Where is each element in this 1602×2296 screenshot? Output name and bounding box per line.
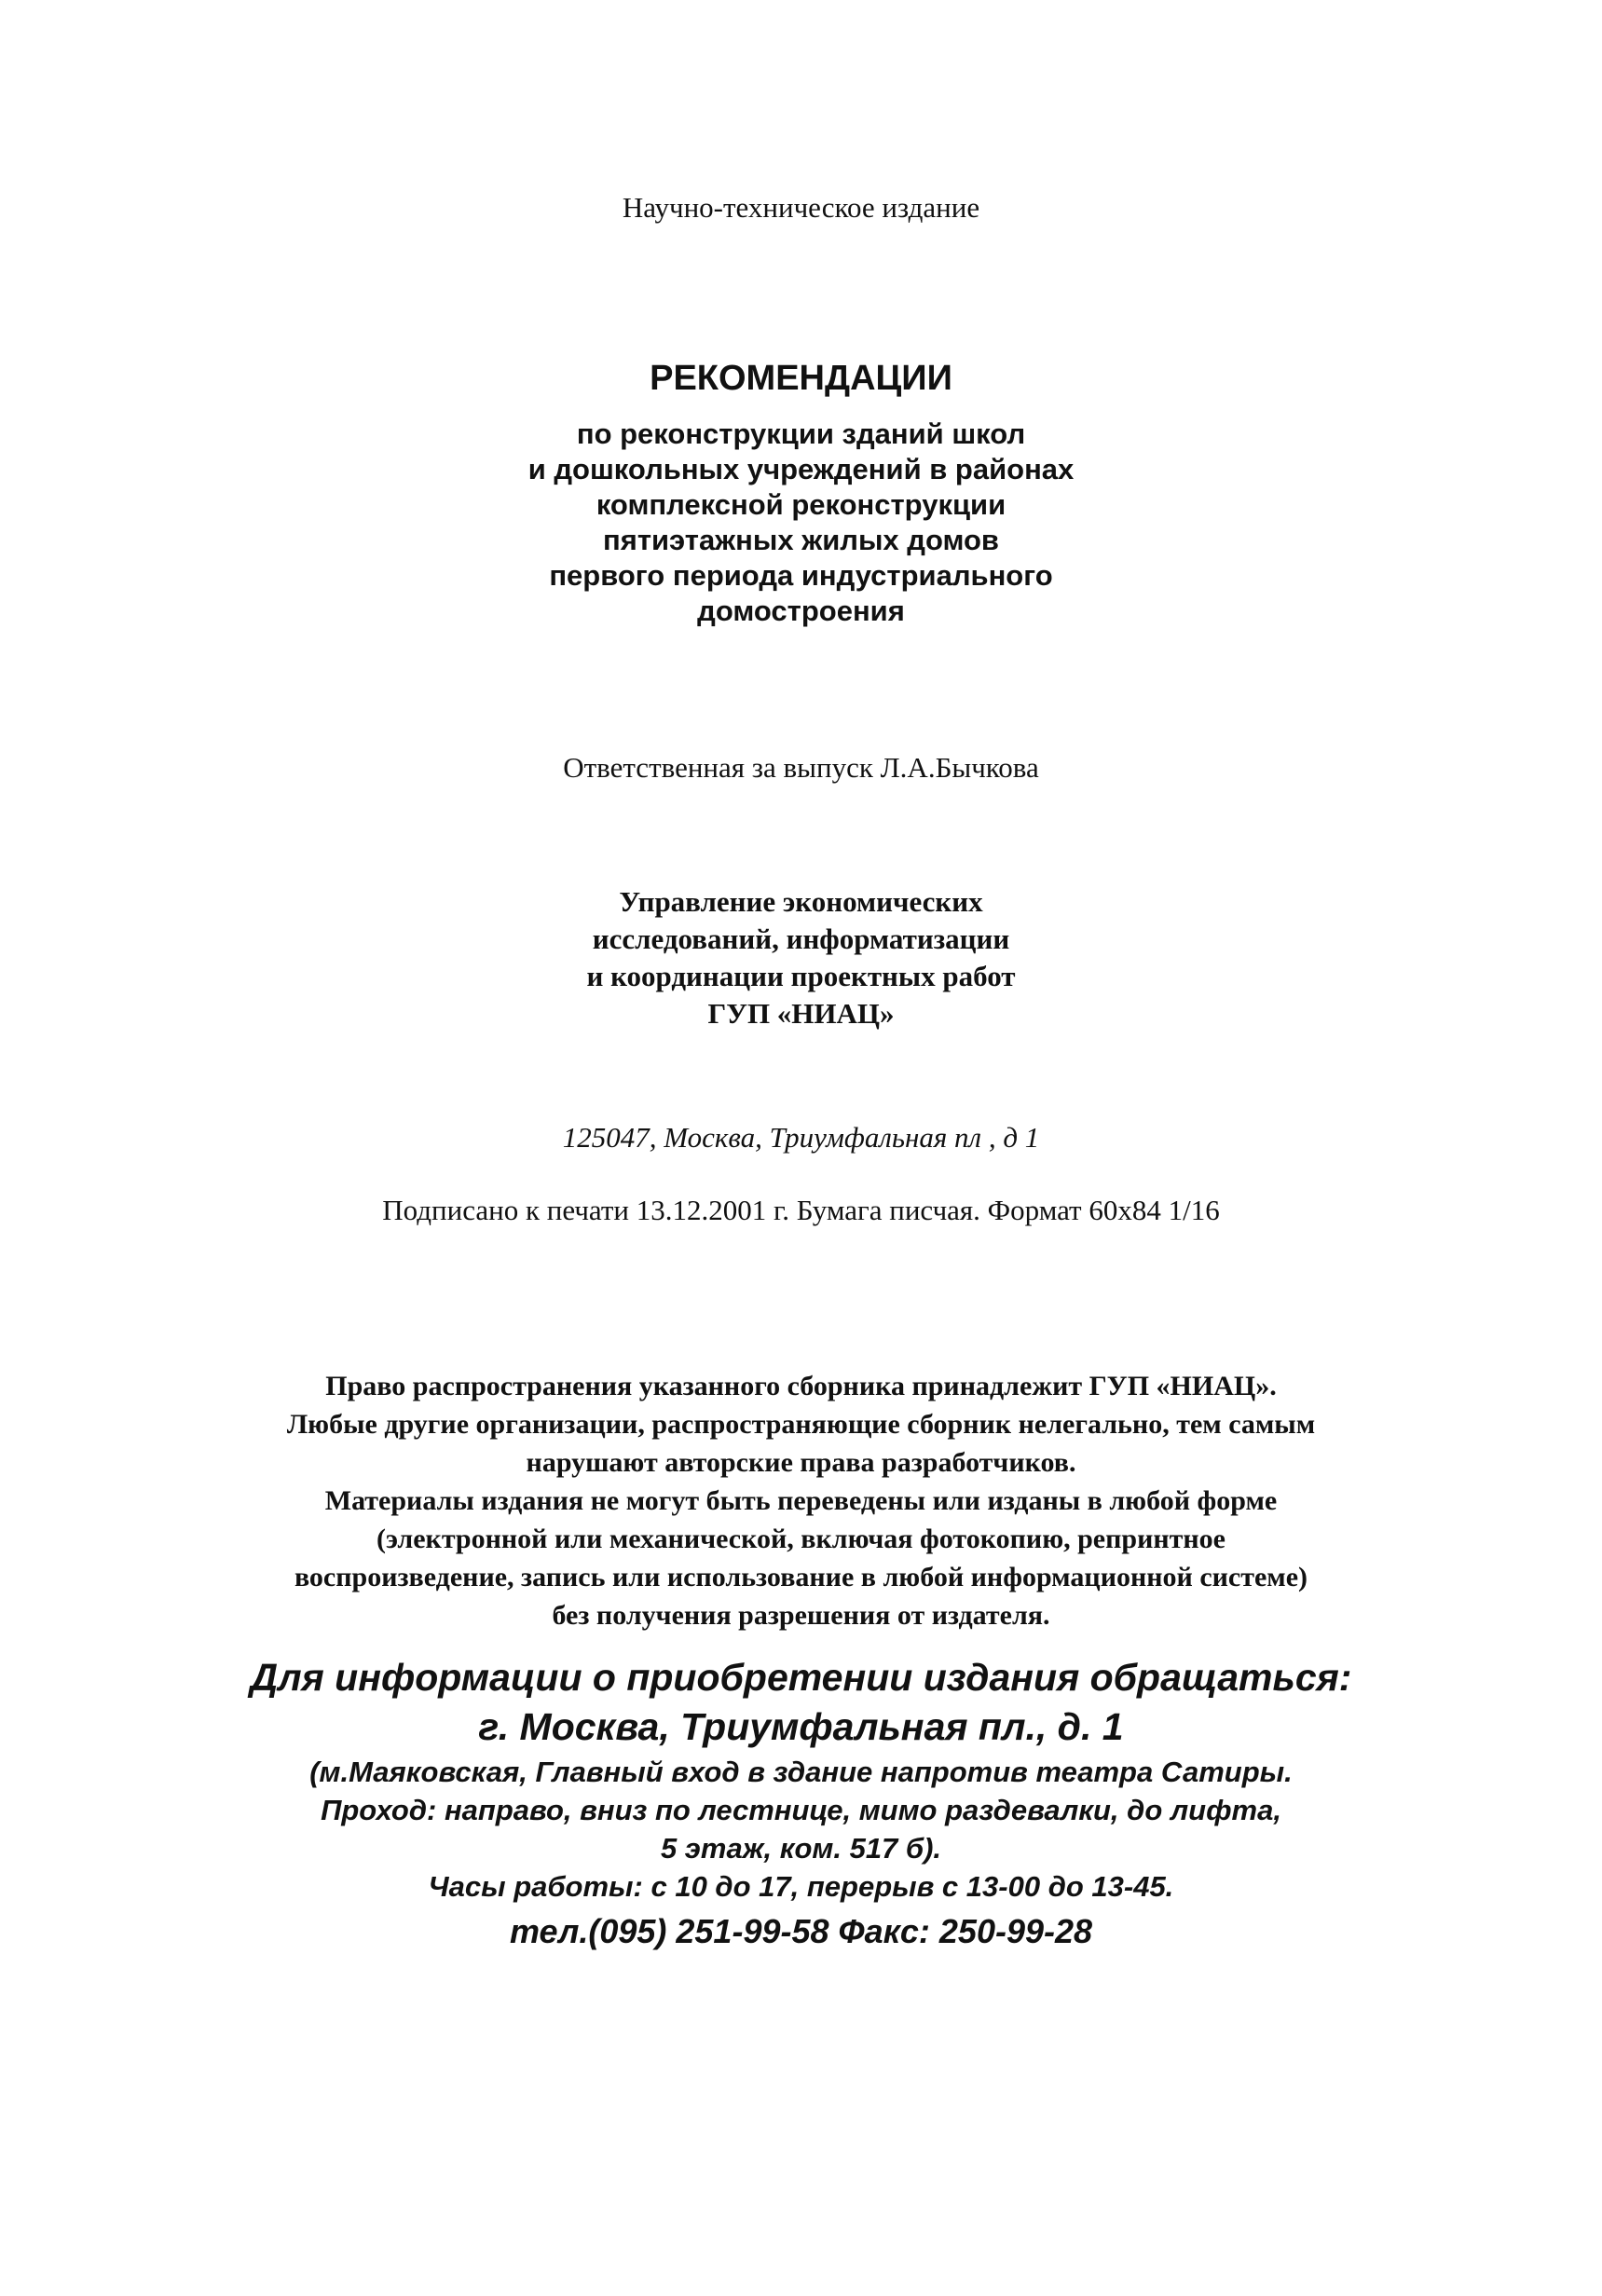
subtitle-line: домостроения: [697, 594, 905, 627]
copyright-line: нарушают авторские права разработчиков.: [526, 1447, 1076, 1478]
copyright-line: Материалы издания не могут быть переведены или изданы в любой форме: [324, 1485, 1278, 1516]
department-line: исследований, информатизации: [592, 922, 1010, 955]
contact-directions-line: (м.Маяковская, Главный вход в здание напротив театра Сатиры.: [309, 1756, 1293, 1788]
contact-address: г. Москва, Триумфальная пл., д. 1: [478, 1705, 1124, 1748]
publisher-address: 125047, Москва, Триумфальная пл , д 1: [562, 1121, 1040, 1154]
copyright-line: Любые другие организации, распространяющие сборник нелегально, тем самым: [286, 1409, 1316, 1440]
department-line: Управление экономических: [619, 885, 983, 918]
working-hours: Часы работы: с 10 до 17, перерыв с 13-00 до 13-45.: [428, 1870, 1174, 1903]
edition-type: Научно-техническое издание: [622, 191, 980, 224]
subtitle-line: по реконструкции зданий школ: [576, 417, 1026, 450]
copyright-line: воспроизведение, запись или использование в любой информационной системе): [294, 1562, 1308, 1592]
print-info: Подписано к печати 13.12.2001 г. Бумага писчая. Формат 60х84 1/16: [382, 1194, 1220, 1226]
contact-phones: тел.(095) 251-99-58 Факс: 250-99-28: [509, 1912, 1093, 1950]
contact-directions-line: Проход: направо, вниз по лестнице, мимо раздевалки, до лифта,: [321, 1794, 1281, 1826]
department-line: ГУП «НИАЦ»: [707, 997, 895, 1030]
subtitle-line: и дошкольных учреждений в районах: [527, 453, 1075, 485]
contact-directions-line: 5 этаж, ком. 517 б).: [660, 1832, 942, 1865]
subtitle-line: комплексной реконструкции: [596, 488, 1006, 521]
copyright-line: (электронной или механической, включая фотокопию, репринтное: [376, 1524, 1225, 1554]
responsible-person: Ответственная за выпуск Л.А.Бычкова: [563, 751, 1039, 784]
contact-heading: Для информации о приобретении издания обращаться:: [250, 1656, 1352, 1699]
document-title: РЕКОМЕНДАЦИИ: [650, 359, 952, 398]
copyright-line: без получения разрешения от издателя.: [552, 1600, 1050, 1631]
copyright-line: Право распространения указанного сборника принадлежит ГУП «НИАЦ».: [325, 1371, 1277, 1401]
subtitle-line: первого периода индустриального: [549, 559, 1053, 592]
subtitle-line: пятиэтажных жилых домов: [603, 524, 999, 556]
department-line: и координации проектных работ: [586, 960, 1016, 992]
